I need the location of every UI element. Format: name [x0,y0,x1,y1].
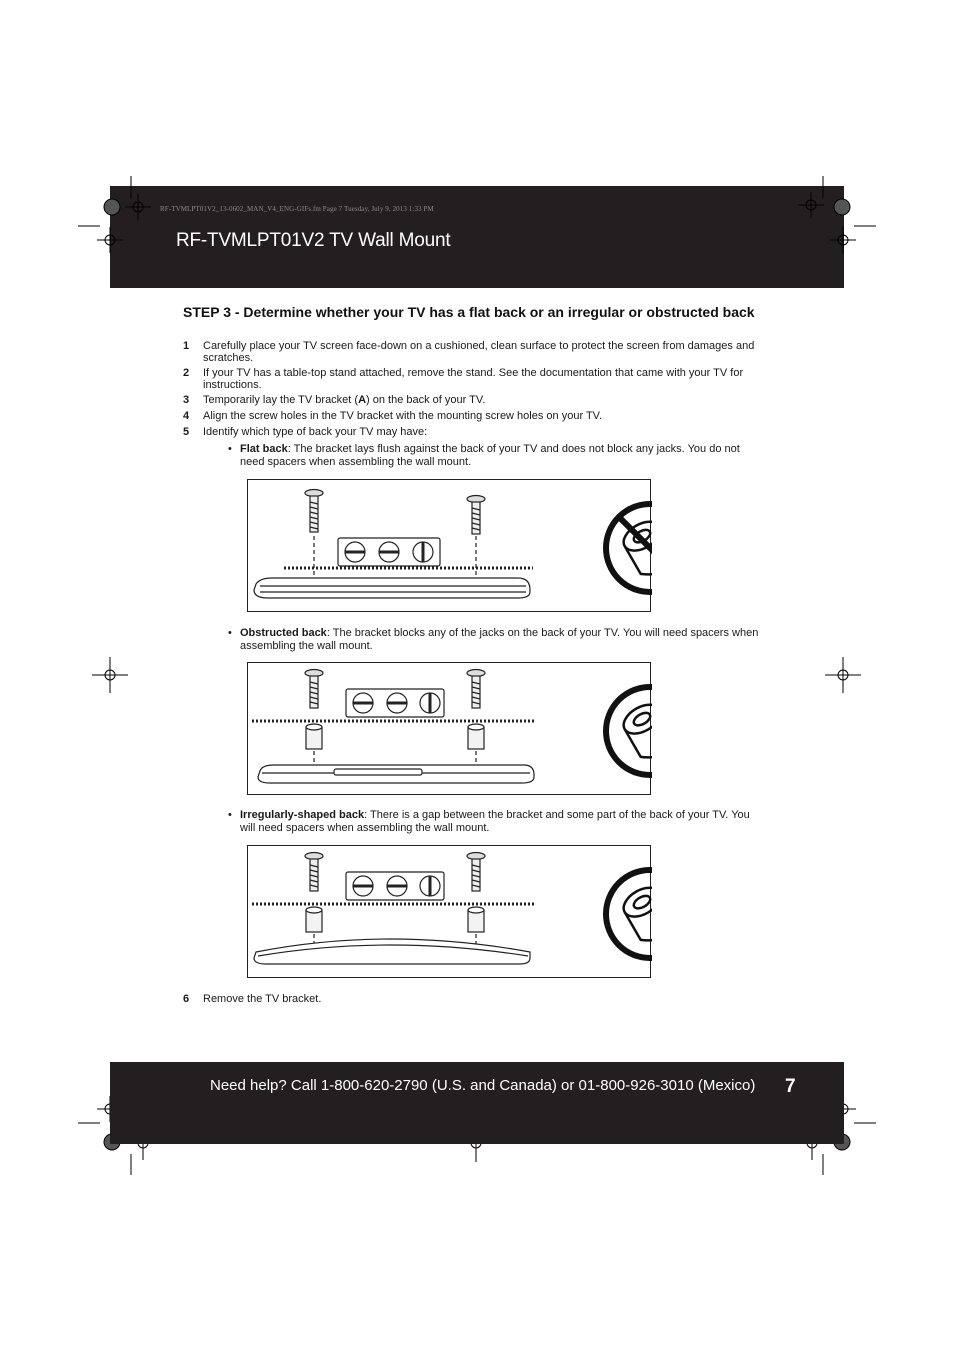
item-number: 1 [183,340,190,352]
item-text: Align the screw holes in the TV bracket with the mounting screw holes on your TV. [203,410,603,422]
print-slug: RF-TVMLPT01V2_13-0602_MAN_V4_ENG-GIFs.fm Page 7 Tuesday, July 9, 2013 1:33 PM [160,205,434,213]
bullet-label: Obstructed back [240,627,327,639]
item-text: Carefully place your TV screen face-down on a cushioned, clean surface to protect the screen from damages and scratches. [203,340,755,364]
item-text: Remove the TV bracket. [203,993,322,1005]
flat-back-figure [247,479,651,612]
spacer-icon [606,870,652,958]
item-number: 6 [183,993,190,1005]
spacer-icon [606,687,652,775]
item-number: 5 [183,426,190,438]
item-number: 3 [183,394,190,406]
item-text: Temporarily lay the TV bracket (A) on the back of your TV. [203,394,486,406]
bullet-label: Flat back [240,443,288,455]
document-title: RF-TVMLPT01V2 TV Wall Mount [176,230,451,251]
bullet-label: Irregularly-shaped back [240,809,365,821]
bracket-label: A [358,394,367,406]
item-text: If your TV has a table-top stand attached, remove the stand. See the documentation that came with your TV for instructions. [203,367,744,391]
help-line: Need help? Call 1-800-620-2790 (U.S. and Canada) or 01-800-926-3010 (Mexico) [210,1077,756,1094]
obstructed-back-figure [247,662,651,795]
no-spacer-icon [606,504,652,592]
step-heading: STEP 3 - Determine whether your TV has a flat back or an irregular or obstructed back [183,304,755,320]
item-text: Identify which type of back your TV may have: [203,426,428,438]
irregular-back-figure [247,845,651,978]
page-number: 7 [785,1076,796,1097]
footer-band [110,1062,844,1144]
item-number: 4 [183,410,190,422]
item-number: 2 [183,367,190,379]
